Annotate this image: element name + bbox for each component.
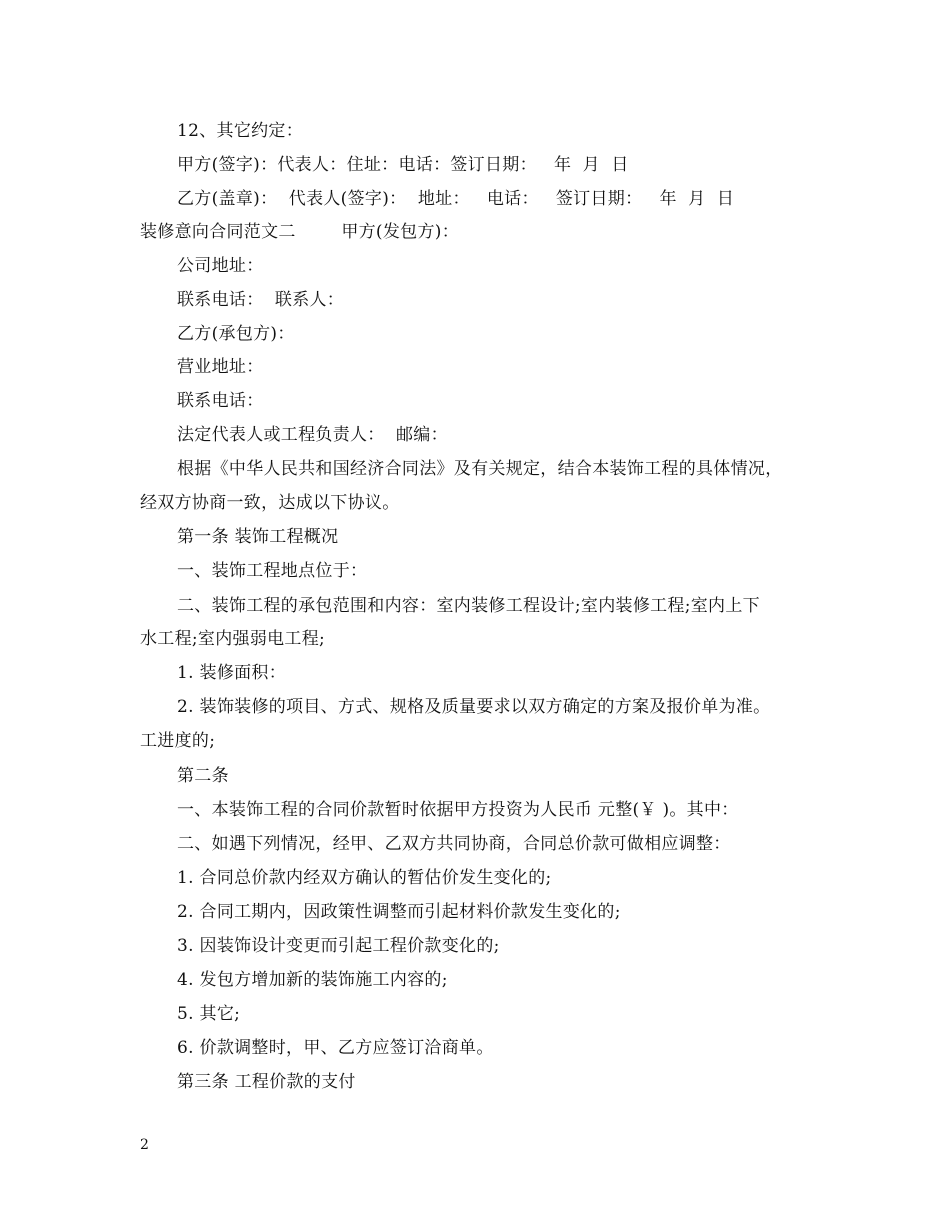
article-heading: 第二条	[177, 766, 229, 786]
text-line: 乙方(承包方)：	[177, 324, 295, 344]
list-item: 2. 合同工期内，因政策性调整而引起材料价款发生变化的;	[177, 902, 621, 922]
article-heading: 第一条 装饰工程概况	[177, 527, 339, 547]
paragraph-line: 工进度的;	[140, 731, 216, 751]
text-line: 一、本装饰工程的合同价款暂时依据甲方投资为人民币 元整(￥ )。其中：	[177, 800, 739, 820]
paragraph-line: 水工程;室内强弱电工程;	[140, 629, 326, 649]
text-line: 联系电话： 联系人：	[177, 290, 345, 310]
text-line: 甲方(签字)：代表人：住址：电话：签订日期： 年 月 日	[177, 155, 629, 175]
text-line: 联系电话：	[177, 391, 264, 411]
paragraph-line: 经双方协商一致，达成以下协议。	[140, 493, 400, 513]
list-item: 2. 装饰装修的项目、方式、规格及质量要求以双方确定的方案及报价单为准。	[177, 697, 771, 717]
text-line: 法定代表人或工程负责人： 邮编：	[177, 425, 448, 445]
list-item: 5. 其它;	[177, 1004, 241, 1024]
text-line: 12、其它约定：	[177, 121, 304, 141]
list-item: 3. 因装饰设计变更而引起工程价款变化的;	[177, 936, 500, 956]
text-line: 营业地址：	[177, 357, 264, 377]
article-heading: 第三条 工程价款的支付	[177, 1072, 356, 1092]
list-item: 1. 装修面积：	[177, 663, 287, 683]
paragraph-line: 二、装饰工程的承包范围和内容：室内装修工程设计;室内装修工程;室内上下	[177, 596, 760, 616]
list-item: 4. 发包方增加新的装饰施工内容的;	[177, 970, 448, 990]
text-line: 乙方(盖章)： 代表人(签字)： 地址： 电话： 签订日期： 年 月 日	[177, 189, 735, 209]
list-item: 6. 价款调整时，甲、乙方应签订洽商单。	[177, 1038, 494, 1058]
list-item: 1. 合同总价款内经双方确认的暂估价发生变化的;	[177, 868, 552, 888]
page-number: 2	[140, 1137, 149, 1153]
paragraph-line: 根据《中华人民共和国经济合同法》及有关规定，结合本装饰工程的具体情况，	[177, 459, 783, 479]
section-heading: 装修意向合同范文二 甲方(发包方)：	[140, 222, 459, 242]
text-line: 公司地址：	[177, 256, 264, 276]
text-line: 一、装饰工程地点位于：	[177, 561, 368, 581]
text-line: 二、如遇下列情况，经甲、乙双方共同协商，合同总价款可做相应调整：	[177, 834, 731, 854]
